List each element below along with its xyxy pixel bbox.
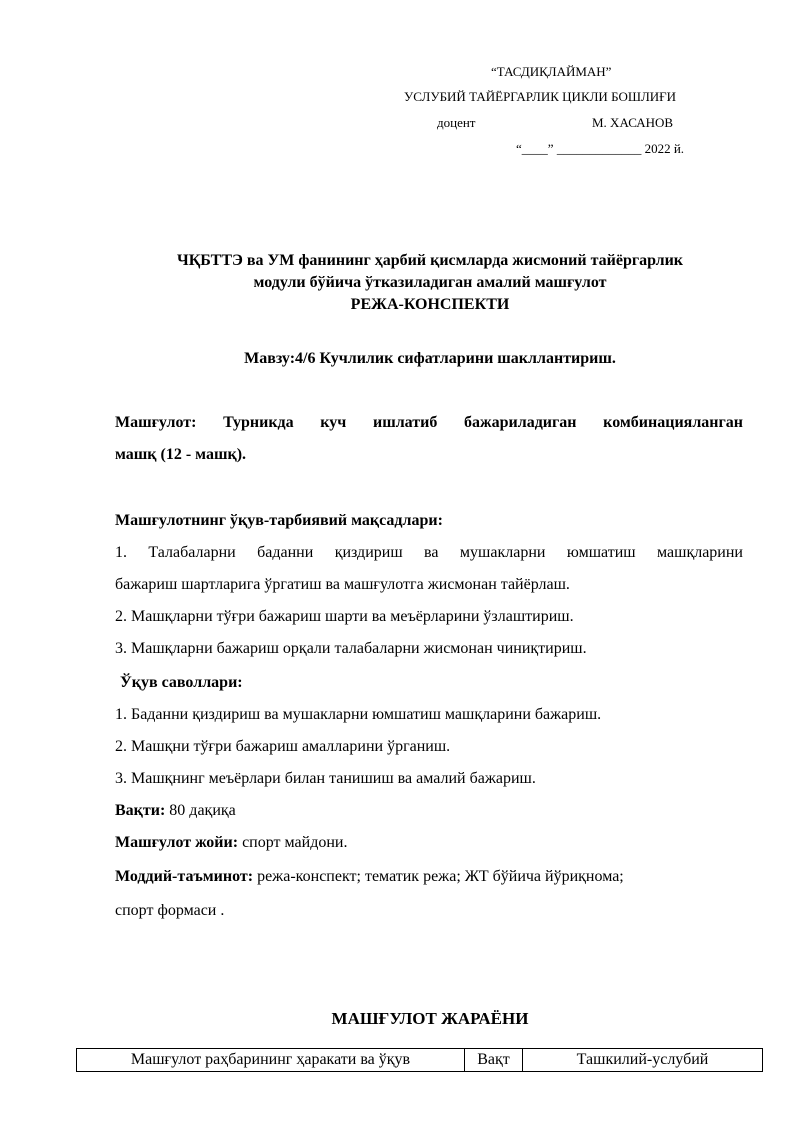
material-label: Моддий-таъминот:: [115, 868, 254, 885]
place-row: [115, 832, 743, 854]
date-month-blank: _____________: [556, 141, 642, 156]
table-header-cell-methods: Ташкилий-услубий: [576, 1051, 709, 1068]
questions-heading-text: Ўқув саволлари:: [120, 674, 243, 691]
date-year: 2022 й.: [641, 141, 685, 156]
date-day-blank: ____: [521, 141, 548, 156]
lesson-text-line1: Турникда куч ишлатиб бажариладиган комбинацияланган: [196, 414, 743, 431]
approval-position: УСЛУБИЙ ТАЙЁРГАРЛИК ЦИКЛИ БОШЛИҒИ: [404, 89, 677, 104]
topic-heading: Мавзу:4/6 Кучлилик сифатларини шакллантириш.: [244, 350, 616, 367]
question-item-1: 1. Баданни қиздириш ва мушакларни юмшатиш машқларини бажариш.: [115, 706, 602, 723]
goal-item-2: 2. Машқларни тўғри бажариш шарти ва меъёрларини ўзлаштириш.: [115, 608, 574, 625]
goal-item-1-line2: бажариш шартларига ўргатиш ва машғулотга жисмонан тайёрлаш.: [115, 576, 570, 593]
progress-table-header: [76, 1048, 763, 1072]
lesson-text-line2: машқ (12 - машқ).: [115, 446, 247, 463]
approval-stamp: “ТАСДИҚЛАЙМАН”: [491, 64, 612, 79]
goals-heading: [115, 510, 743, 532]
table-header-cell-time: Вақт: [465, 1049, 523, 1071]
goals-heading-text: Машғулотнинг ўқув-тарбиявий мақсадлари:: [115, 512, 443, 529]
material-value: режа-конспект; тематик режа; ЖТ бўйича йўриқнома;: [253, 868, 624, 885]
date-middle: ”: [547, 141, 557, 156]
goal-item-3: 3. Машқларни бажариш орқали талабаларни жисмонан чиниқтириш.: [115, 640, 587, 657]
approval-rank: доцент: [437, 115, 476, 130]
time-value: 80 дақиқа: [165, 802, 236, 819]
place-label: Машғулот жойи:: [115, 834, 239, 851]
questions-heading: [120, 672, 748, 694]
question-item-3: 3. Машқнинг меъёрлари билан танишиш ва амалий бажариш.: [115, 770, 536, 787]
time-row: [115, 800, 743, 822]
lesson-line2: [115, 444, 743, 466]
date-open-quote: “: [516, 141, 522, 156]
approval-date: [516, 141, 684, 157]
table-header-cell-actions: Машғулот раҳбарининг ҳаракати ва ўқув: [77, 1049, 465, 1071]
lesson-label: Машғулот:: [115, 414, 197, 431]
question-item-2: 2. Машқни тўғри бажариш амалларини ўрганиш.: [115, 738, 451, 755]
approval-name: М. ХАСАНОВ: [592, 115, 674, 130]
lesson-line1: [115, 412, 743, 434]
goal-item-1-line1: 1. Талабаларни баданни қиздириш ва мушакларни юмшатиш машқларини: [115, 544, 743, 561]
material-row-line2: спорт формаси .: [115, 902, 225, 919]
material-row: [115, 866, 743, 888]
document-title-line3: РЕЖА-КОНСПЕКТИ: [350, 296, 510, 313]
place-value: спорт майдони.: [238, 834, 348, 851]
document-title-line2: модули бўйича ўтказиладиган амалий машғулот: [253, 274, 607, 291]
document-title-line1: ЧҚБТТЭ ва УМ фанининг ҳарбий қисмларда жисмоний тайёргарлик: [176, 252, 684, 269]
time-label: Вақти:: [115, 802, 166, 819]
progress-heading: МАШҒУЛОТ ЖАРАЁНИ: [331, 1009, 529, 1028]
